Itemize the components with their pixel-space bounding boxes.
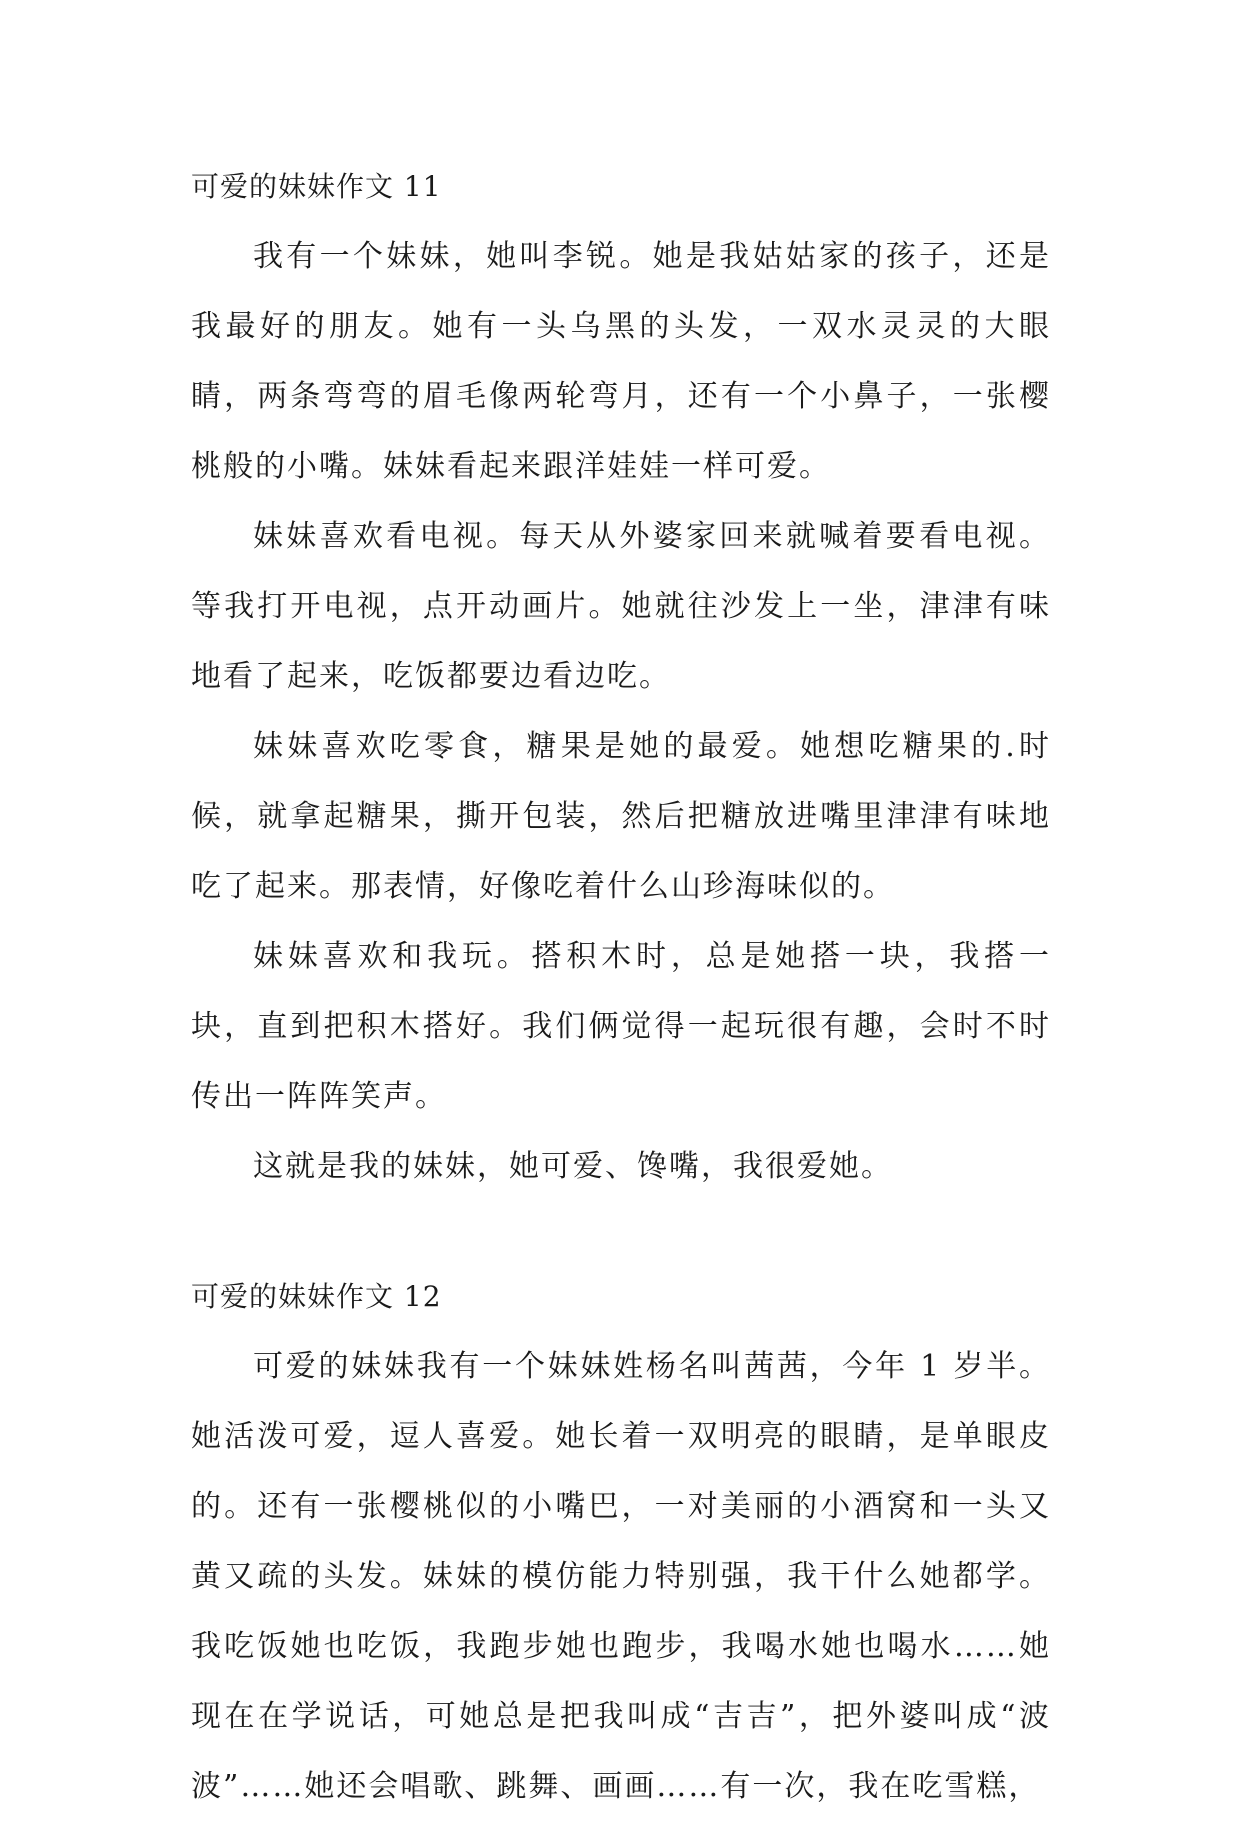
essay-11 xyxy=(191,152,1051,1202)
paragraph: 妹妹喜欢和我玩。搭积木时，总是她搭一块，我搭一块，直到把积木搭好。我们俩觉得一起玩很有趣，会时不时传出一阵阵笑声。 xyxy=(191,939,1051,1114)
essay-12 xyxy=(191,1262,1051,1822)
paragraph: 这就是我的妹妹，她可爱、馋嘴，我很爱她。 xyxy=(253,1149,893,1184)
paragraph: 妹妹喜欢看电视。每天从外婆家回来就喊着要看电视。等我打开电视，点开动画片。她就往沙发上一坐，津津有味地看了起来，吃饭都要边看边吃。 xyxy=(191,519,1051,694)
paragraph: 妹妹喜欢吃零食，糖果是她的最爱。她想吃糖果的.时候，就拿起糖果，撕开包装，然后把糖放进嘴里津津有味地吃了起来。那表情，好像吃着什么山珍海味似的。 xyxy=(191,729,1051,904)
essay-title: 可爱的妹妹作文 11 xyxy=(191,170,442,203)
paragraph: 可爱的妹妹我有一个妹妹姓杨名叫茜茜，今年 1 岁半。她活泼可爱，逗人喜爱。她长着一双明亮的眼睛，是单眼皮的。还有一张樱桃似的小嘴巴，一对美丽的小酒窝和一头又黄又疏的头发。妹妹的模仿能力特别强，我干什么她都学。我吃饭她也吃饭，我跑步她也跑步，我喝水她也喝水……她现在在学说话，可她总是把我叫成“吉吉”，把外婆叫成“波波”……她还会唱歌、跳舞、画画……有一次，我在吃雪糕， xyxy=(191,1349,1051,1804)
paragraph: 我有一个妹妹，她叫李锐。她是我姑姑家的孩子，还是我最好的朋友。她有一头乌黑的头发，一双水灵灵的大眼睛，两条弯弯的眉毛像两轮弯月，还有一个小鼻子，一张樱桃般的小嘴。妹妹看起来跟洋娃娃一样可爱。 xyxy=(191,239,1051,484)
document-page xyxy=(191,152,1051,1822)
essay-title: 可爱的妹妹作文 12 xyxy=(191,1280,442,1313)
